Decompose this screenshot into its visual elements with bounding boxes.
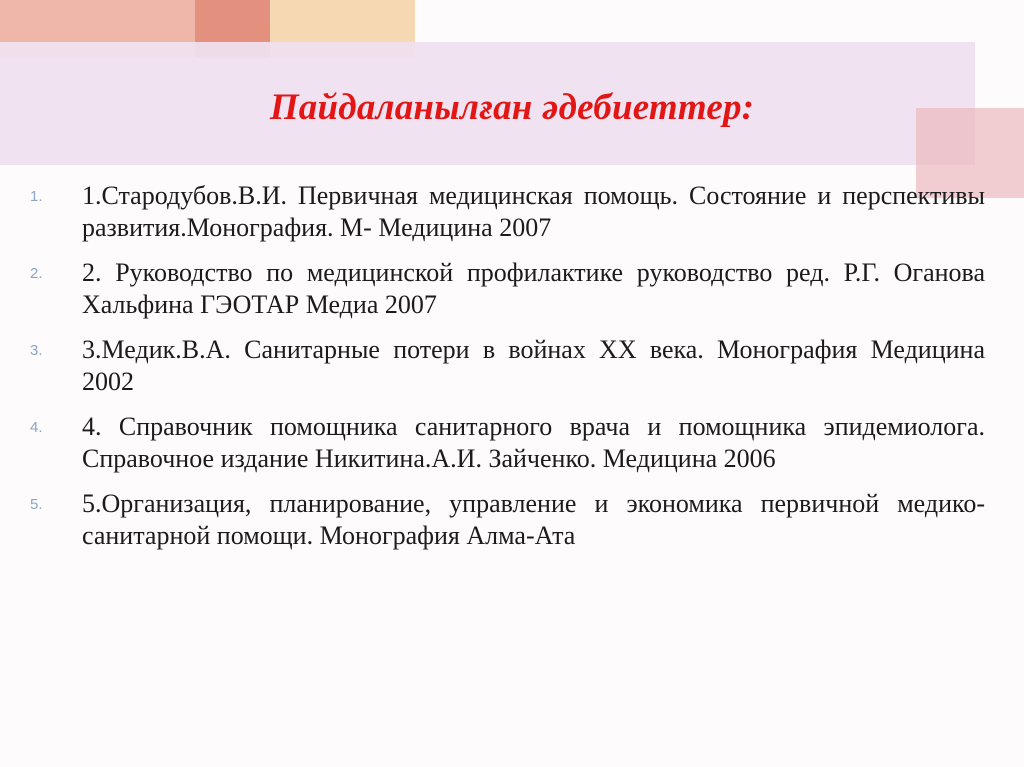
reference-item (30, 334, 985, 398)
reference-text: 1.Стародубов.В.И. Первичная медицинская помощь. Состояние и перспективы развития.Монография. М- Медицина 2007 (82, 181, 985, 242)
reference-text: 5.Организация, планирование, управление и экономика первичной медико-санитарной помощи. Монография Алма-Ата (82, 489, 985, 550)
reference-item (30, 411, 985, 475)
list-number: 2. (30, 265, 43, 282)
reference-item (30, 180, 985, 244)
list-number: 4. (30, 419, 43, 436)
reference-item (30, 257, 985, 321)
reference-text: 3.Медик.В.А. Санитарные потери в войнах XX века. Монография Медицина 2002 (82, 335, 985, 396)
reference-text: 2. Руководство по медицинской профилактике руководство ред. Р.Г. Оганова Хальфина ГЭОТАР Медиа 2007 (82, 258, 985, 319)
list-number: 5. (30, 496, 43, 513)
slide-title: Пайдаланылған әдебиеттер: (269, 87, 755, 128)
list-number: 3. (30, 342, 43, 359)
reference-text: 4. Справочник помощника санитарного врача и помощника эпидемиолога. Справочное издание Никитина.А.И. Зайченко. Медицина 2006 (82, 412, 985, 473)
reference-list (30, 180, 985, 565)
list-number: 1. (30, 188, 43, 205)
reference-item (30, 488, 985, 552)
